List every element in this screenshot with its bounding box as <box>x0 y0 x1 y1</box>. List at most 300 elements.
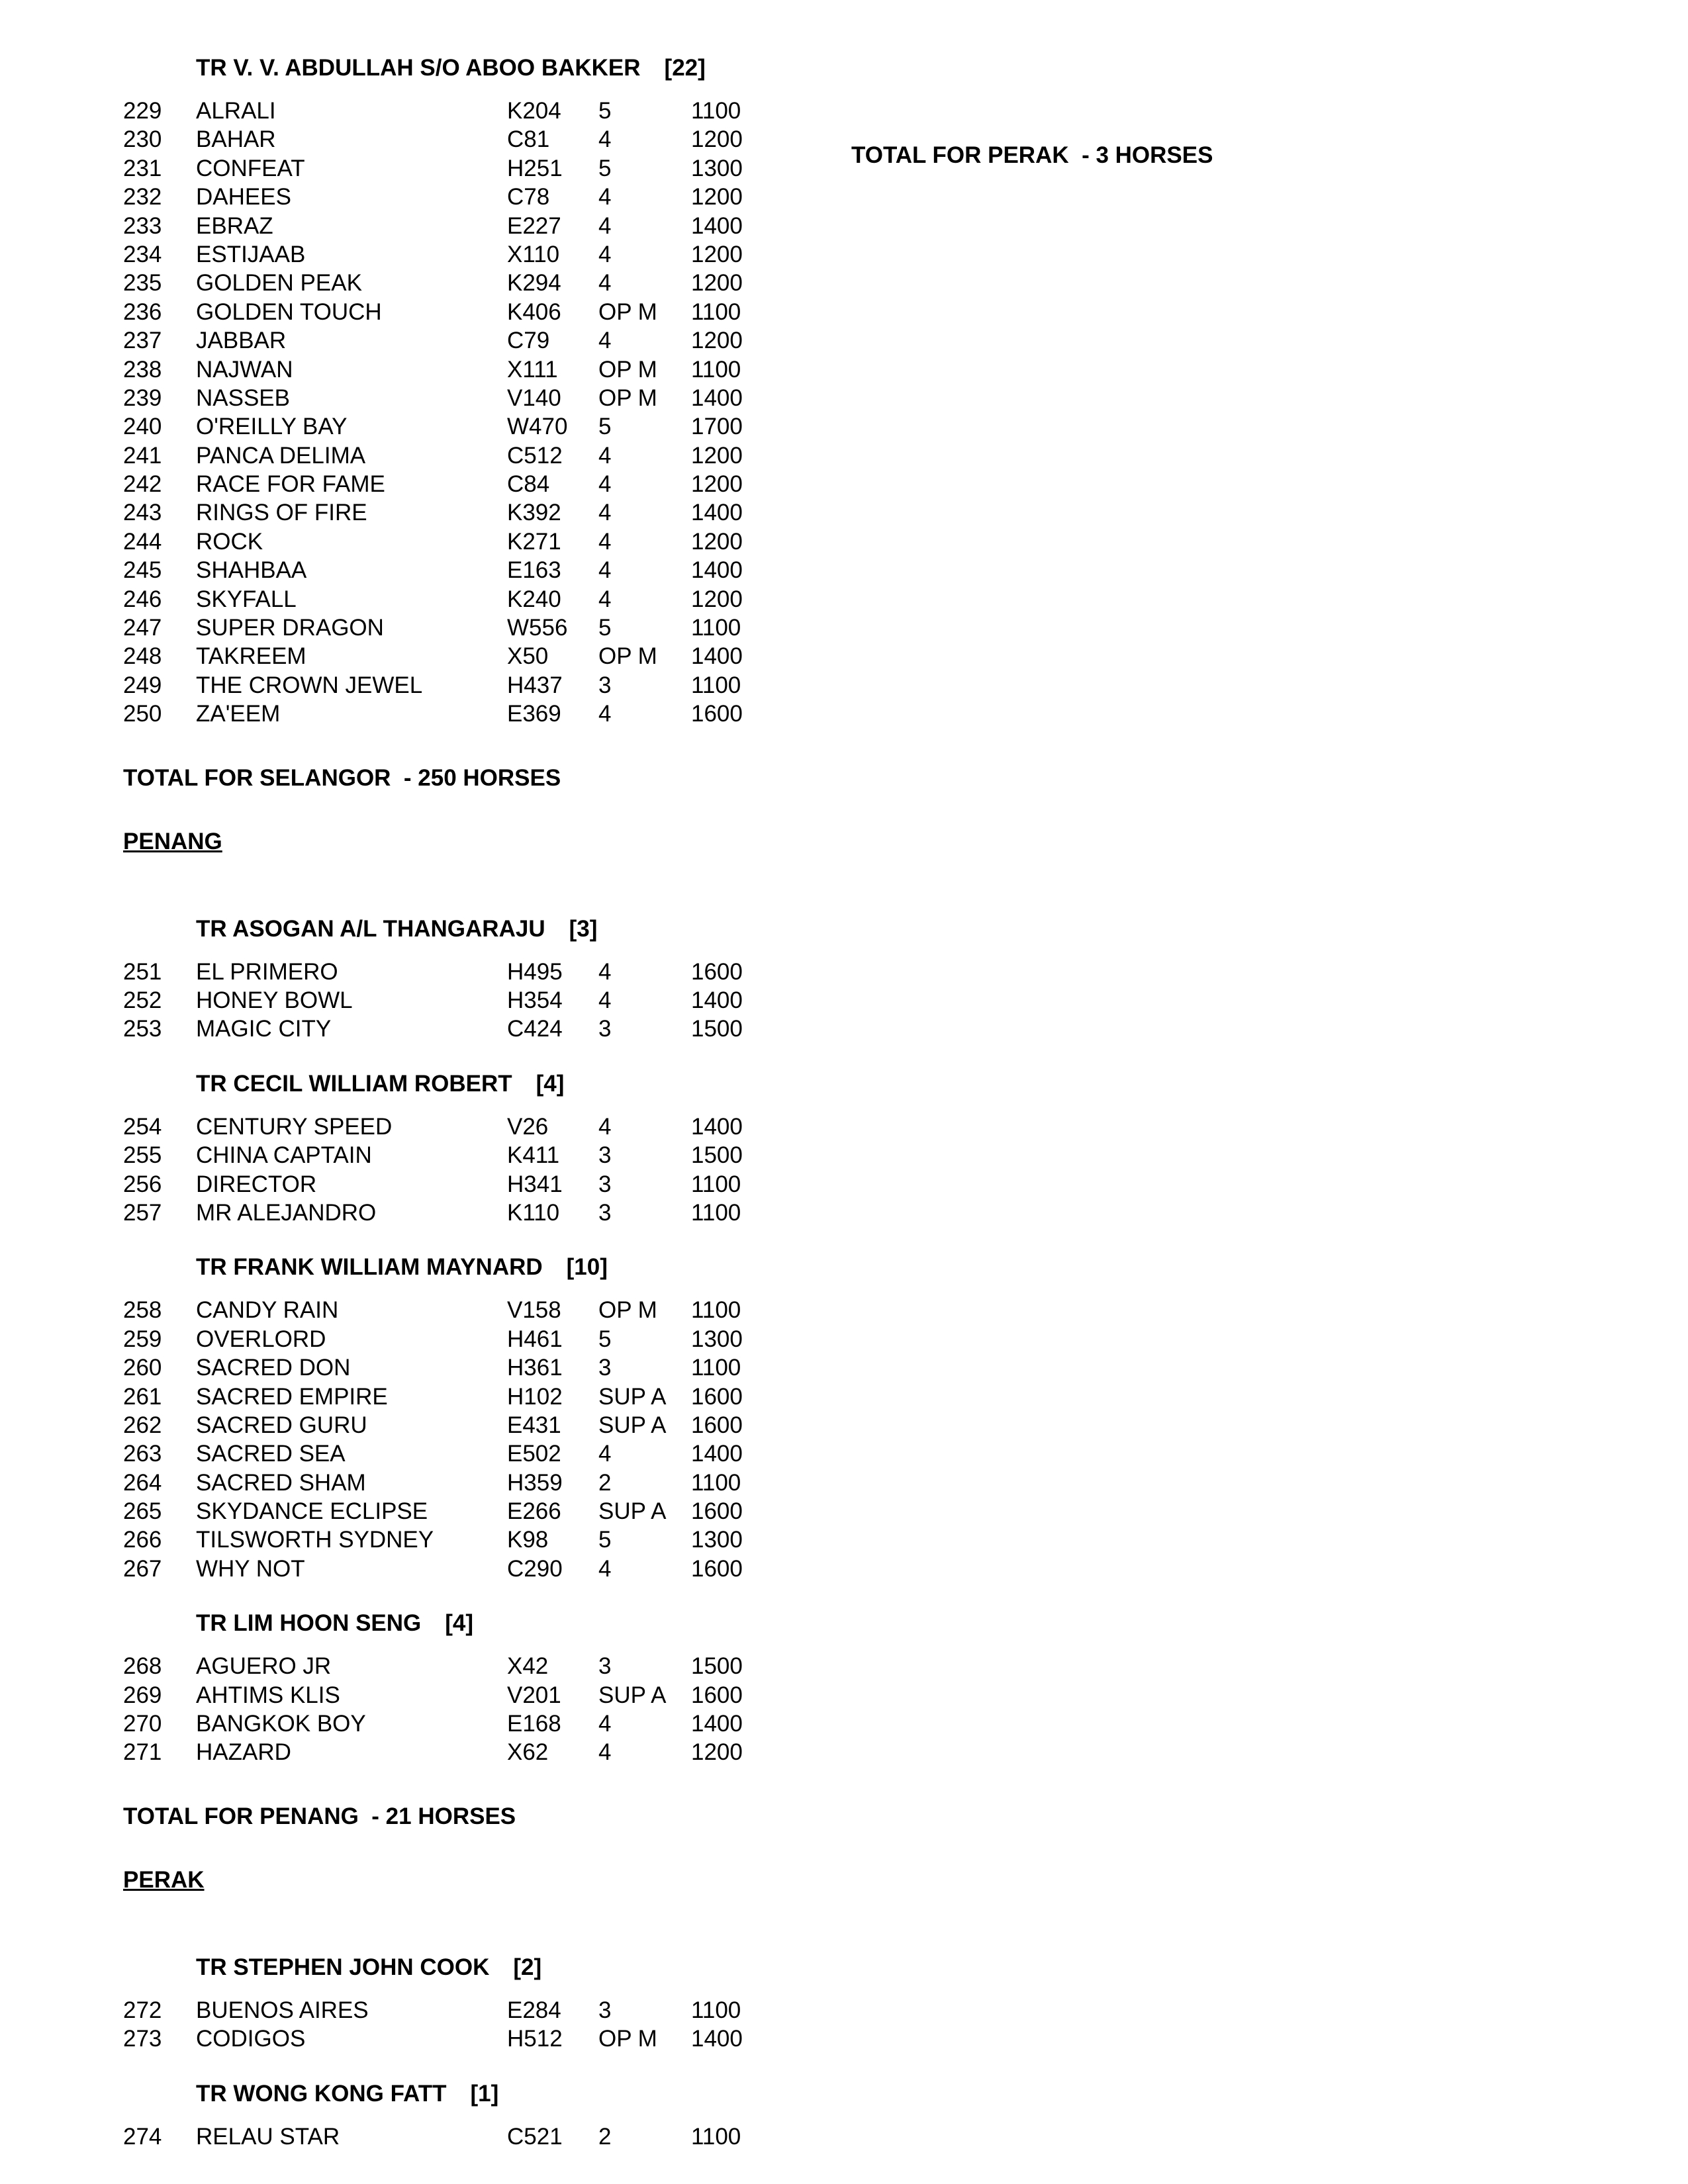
horse-name: TILSWORTH SYDNEY <box>196 1527 434 1553</box>
trainer-name: TR ASOGAN A/L THANGARAJU <box>196 915 545 942</box>
horse-distance: 1400 <box>691 987 743 1013</box>
horse-code: H359 <box>507 1469 563 1496</box>
trainer-heading <box>123 52 818 85</box>
horse-distance: 1200 <box>691 184 743 210</box>
horse-distance: 1100 <box>691 1355 741 1381</box>
horse-class: 4 <box>598 328 612 354</box>
horse-row <box>123 441 818 470</box>
horse-name: CENTURY SPEED <box>196 1113 393 1140</box>
horse-code: C79 <box>507 328 550 354</box>
horse-distance: 1100 <box>691 1297 741 1324</box>
horse-name: SKYDANCE ECLIPSE <box>196 1498 428 1525</box>
trainer-heading <box>123 1951 818 1984</box>
horse-row <box>123 1296 818 1324</box>
horse-number: 234 <box>123 241 162 267</box>
horse-name: MR ALEJANDRO <box>196 1199 377 1226</box>
horse-code: E284 <box>507 1997 561 2023</box>
horse-row <box>123 1681 818 1709</box>
horse-name: HONEY BOWL <box>196 987 353 1013</box>
horse-row <box>123 1383 818 1411</box>
horse-row <box>123 355 818 384</box>
horse-code: X110 <box>507 241 560 267</box>
horse-class: 2 <box>598 1469 612 1496</box>
horse-name: EBRAZ <box>196 212 273 239</box>
horse-class: 3 <box>598 1142 612 1169</box>
horse-code: K392 <box>507 500 561 526</box>
horse-name: GOLDEN TOUCH <box>196 298 382 325</box>
horse-class: 4 <box>598 958 612 985</box>
horse-code: C78 <box>507 184 550 210</box>
horse-distance: 1200 <box>691 241 743 267</box>
horse-class: 5 <box>598 155 612 181</box>
horse-name: SACRED DON <box>196 1355 351 1381</box>
horse-distance: 1100 <box>691 1469 741 1496</box>
horse-number: 230 <box>123 126 162 153</box>
horse-row <box>123 154 818 183</box>
horse-class: 4 <box>598 442 612 469</box>
horse-distance: 1700 <box>691 414 743 440</box>
horse-number: 249 <box>123 672 162 698</box>
horse-row <box>123 412 818 441</box>
horse-distance: 1600 <box>691 1412 743 1438</box>
horse-row <box>123 212 818 240</box>
horse-code: K411 <box>507 1142 560 1169</box>
horse-name: AGUERO JR <box>196 1653 332 1680</box>
horse-class: SUP A <box>598 1383 667 1410</box>
horse-code: H461 <box>507 1326 563 1352</box>
horse-row <box>123 585 818 614</box>
horse-distance: 1600 <box>691 1383 743 1410</box>
spacer <box>123 1227 818 1251</box>
horse-number: 250 <box>123 701 162 727</box>
horse-class: 4 <box>598 528 612 555</box>
horse-name: ZA'EEM <box>196 701 281 727</box>
horse-row <box>123 269 818 297</box>
horse-row <box>123 1525 818 1554</box>
horse-distance: 1200 <box>691 471 743 498</box>
horse-name: RACE FOR FAME <box>196 471 385 498</box>
horse-name: DAHEES <box>196 184 291 210</box>
horse-name: CANDY RAIN <box>196 1297 339 1324</box>
horse-code: X50 <box>507 643 549 670</box>
horse-number: 255 <box>123 1142 162 1169</box>
horse-code: X111 <box>507 356 558 383</box>
horse-number: 267 <box>123 1555 162 1582</box>
horse-class: 3 <box>598 1171 612 1197</box>
horse-name: HAZARD <box>196 1739 291 1766</box>
horse-name: ALRALI <box>196 98 276 124</box>
horse-number: 271 <box>123 1739 162 1766</box>
horse-row <box>123 2025 818 2053</box>
horse-code: X62 <box>507 1739 549 1766</box>
horse-row <box>123 1353 818 1382</box>
horse-distance: 1500 <box>691 1142 743 1169</box>
horse-row <box>123 183 818 211</box>
horse-name: BUENOS AIRES <box>196 1997 369 2023</box>
horse-code: C84 <box>507 471 550 498</box>
horse-name: SHAHBAA <box>196 557 307 584</box>
horse-code: H102 <box>507 1383 563 1410</box>
horse-name: AHTIMS KLIS <box>196 1682 340 1708</box>
horse-number: 264 <box>123 1469 162 1496</box>
horse-distance: 1200 <box>691 126 743 153</box>
horse-code: K406 <box>507 298 561 325</box>
horse-class: OP M <box>598 298 657 325</box>
horse-code: H361 <box>507 1355 563 1381</box>
horse-row <box>123 1652 818 1680</box>
trainer-heading <box>123 1068 818 1101</box>
horse-row <box>123 1199 818 1227</box>
horse-distance: 1600 <box>691 1498 743 1525</box>
horse-distance: 1100 <box>691 1171 741 1197</box>
horse-number: 262 <box>123 1412 162 1438</box>
horse-class: 5 <box>598 414 612 440</box>
horse-class: 5 <box>598 98 612 124</box>
horse-number: 246 <box>123 586 162 612</box>
horse-class: 4 <box>598 471 612 498</box>
horse-row <box>123 527 818 556</box>
horse-name: SKYFALL <box>196 586 297 612</box>
horse-name: RINGS OF FIRE <box>196 500 367 526</box>
horse-code: H437 <box>507 672 563 698</box>
horse-number: 248 <box>123 643 162 670</box>
horse-name: NAJWAN <box>196 356 293 383</box>
horse-name: SACRED SHAM <box>196 1469 366 1496</box>
horse-name: BANGKOK BOY <box>196 1711 366 1737</box>
horse-class: SUP A <box>598 1412 667 1438</box>
state-heading: PENANG <box>123 828 222 854</box>
horse-number: 239 <box>123 385 162 411</box>
horse-name: SACRED GURU <box>196 1412 367 1438</box>
horse-row <box>123 1325 818 1353</box>
horse-name: DIRECTOR <box>196 1171 317 1197</box>
trainer-name: TR WONG KONG FATT <box>196 2080 447 2107</box>
horse-class: 3 <box>598 1199 612 1226</box>
horse-distance: 1100 <box>691 298 741 325</box>
horse-name: SUPER DRAGON <box>196 615 384 641</box>
horse-row <box>123 1738 818 1766</box>
spacer <box>123 1927 818 1951</box>
horse-distance: 1200 <box>691 1739 743 1766</box>
horse-name: ESTIJAAB <box>196 241 306 267</box>
horse-code: H354 <box>507 987 563 1013</box>
trainer-heading <box>123 1251 818 1284</box>
spacer <box>123 1767 818 1800</box>
horse-distance: 1400 <box>691 2026 743 2052</box>
trainer-horse-count: [2] <box>513 1954 542 1980</box>
horse-distance: 1200 <box>691 528 743 555</box>
trainer-heading <box>123 2077 818 2111</box>
horse-number: 247 <box>123 615 162 641</box>
horse-code: E266 <box>507 1498 561 1525</box>
horse-row <box>123 642 818 670</box>
horse-distance: 1300 <box>691 1326 743 1352</box>
horse-row <box>123 556 818 584</box>
state-heading: PERAK <box>123 1866 205 1893</box>
perak-total: TOTAL FOR PERAK - 3 HORSES <box>851 142 1213 168</box>
horse-row <box>123 240 818 269</box>
horse-row <box>123 1469 818 1497</box>
horse-code: E168 <box>507 1711 561 1737</box>
horse-number: 229 <box>123 98 162 124</box>
horse-number: 257 <box>123 1199 162 1226</box>
horse-number: 266 <box>123 1527 162 1553</box>
spacer <box>123 889 818 913</box>
horse-number: 231 <box>123 155 162 181</box>
trainer-horse-count: [3] <box>569 915 598 942</box>
horse-distance: 1200 <box>691 270 743 296</box>
horse-class: 4 <box>598 126 612 153</box>
horse-class: 2 <box>598 2123 612 2150</box>
horse-row <box>123 498 818 527</box>
horse-class: SUP A <box>598 1682 667 1708</box>
horse-class: 5 <box>598 1326 612 1352</box>
horse-class: 4 <box>598 270 612 296</box>
horse-name: JABBAR <box>196 328 287 354</box>
horse-distance: 1600 <box>691 1555 743 1582</box>
spacer <box>123 858 818 889</box>
spacer <box>123 729 818 762</box>
horse-distance: 1400 <box>691 212 743 239</box>
horse-code: C521 <box>507 2123 563 2150</box>
horse-code: K271 <box>507 528 561 555</box>
horse-number: 245 <box>123 557 162 584</box>
horse-class: OP M <box>598 1297 657 1324</box>
horse-class: 4 <box>598 1555 612 1582</box>
horse-listing-column <box>123 52 818 2151</box>
horse-row <box>123 125 818 154</box>
horse-number: 233 <box>123 212 162 239</box>
horse-row <box>123 958 818 986</box>
horse-number: 265 <box>123 1498 162 1525</box>
horse-number: 269 <box>123 1682 162 1708</box>
horse-name: SACRED EMPIRE <box>196 1383 388 1410</box>
trainer-name: TR CECIL WILLIAM ROBERT <box>196 1070 512 1097</box>
horse-name: O'REILLY BAY <box>196 414 348 440</box>
horse-number: 256 <box>123 1171 162 1197</box>
horse-name: WHY NOT <box>196 1555 305 1582</box>
horse-class: OP M <box>598 2026 657 2052</box>
trainer-horse-count: [4] <box>536 1070 565 1097</box>
horse-distance: 1400 <box>691 557 743 584</box>
horse-distance: 1100 <box>691 1199 741 1226</box>
horse-class: OP M <box>598 385 657 411</box>
trainer-horse-count: [1] <box>470 2080 499 2107</box>
spacer <box>123 1044 818 1068</box>
spacer <box>123 2054 818 2077</box>
horse-code: V158 <box>507 1297 561 1324</box>
trainer-horse-count: [22] <box>664 55 706 81</box>
horse-class: 4 <box>598 1739 612 1766</box>
horse-class: 4 <box>598 987 612 1013</box>
state-total: TOTAL FOR PENANG - 21 HORSES <box>123 1803 516 1829</box>
horse-class: 4 <box>598 184 612 210</box>
horse-name: PANCA DELIMA <box>196 442 366 469</box>
horse-row <box>123 1996 818 2025</box>
horse-code: H512 <box>507 2026 563 2052</box>
horse-class: 3 <box>598 1016 612 1042</box>
horse-name: OVERLORD <box>196 1326 326 1352</box>
horse-number: 240 <box>123 414 162 440</box>
horse-code: H251 <box>507 155 563 181</box>
horse-row <box>123 1439 818 1468</box>
horse-number: 260 <box>123 1355 162 1381</box>
horse-row <box>123 614 818 642</box>
horse-distance: 1400 <box>691 1441 743 1467</box>
state-total: TOTAL FOR SELANGOR - 250 HORSES <box>123 764 561 791</box>
horse-name: NASSEB <box>196 385 290 411</box>
horse-number: 258 <box>123 1297 162 1324</box>
horse-code: W470 <box>507 414 568 440</box>
spacer <box>123 795 818 825</box>
horse-number: 251 <box>123 958 162 985</box>
horse-number: 232 <box>123 184 162 210</box>
horse-distance: 1400 <box>691 1113 743 1140</box>
trainer-horse-count: [10] <box>566 1254 608 1281</box>
horse-row <box>123 1709 818 1738</box>
horse-number: 242 <box>123 471 162 498</box>
spacer <box>123 1897 818 1927</box>
horse-number: 261 <box>123 1383 162 1410</box>
horse-name: RELAU STAR <box>196 2123 340 2150</box>
horse-code: C424 <box>507 1016 563 1042</box>
horse-code: V26 <box>507 1113 549 1140</box>
horse-distance: 1100 <box>691 672 741 698</box>
horse-name: ROCK <box>196 528 263 555</box>
horse-row <box>123 384 818 412</box>
horse-distance: 1100 <box>691 615 741 641</box>
horse-code: K98 <box>507 1527 549 1553</box>
horse-code: W556 <box>507 615 568 641</box>
horse-number: 238 <box>123 356 162 383</box>
horse-class: 3 <box>598 1653 612 1680</box>
trainer-heading <box>123 913 818 946</box>
horse-class: 4 <box>598 701 612 727</box>
horse-class: 5 <box>598 1527 612 1553</box>
horse-code: X42 <box>507 1653 549 1680</box>
horse-code: V201 <box>507 1682 561 1708</box>
horse-number: 253 <box>123 1016 162 1042</box>
horse-number: 254 <box>123 1113 162 1140</box>
horse-code: K110 <box>507 1199 560 1226</box>
horse-class: 4 <box>598 1441 612 1467</box>
horse-class: 4 <box>598 1711 612 1737</box>
horse-code: C512 <box>507 442 563 469</box>
horse-number: 236 <box>123 298 162 325</box>
horse-class: 5 <box>598 615 612 641</box>
horse-name: CONFEAT <box>196 155 305 181</box>
horse-number: 272 <box>123 1997 162 2023</box>
horse-number: 252 <box>123 987 162 1013</box>
horse-code: C290 <box>507 1555 563 1582</box>
horse-class: OP M <box>598 643 657 670</box>
horse-number: 259 <box>123 1326 162 1352</box>
horse-row <box>123 1015 818 1043</box>
horse-distance: 1400 <box>691 385 743 411</box>
horse-code: E227 <box>507 212 561 239</box>
horse-code: C81 <box>507 126 550 153</box>
horse-distance: 1100 <box>691 1997 741 2023</box>
horse-number: 268 <box>123 1653 162 1680</box>
horse-class: 3 <box>598 1355 612 1381</box>
horse-row <box>123 1497 818 1525</box>
horse-class: SUP A <box>598 1498 667 1525</box>
horse-class: 4 <box>598 500 612 526</box>
horse-name: EL PRIMERO <box>196 958 338 985</box>
horse-row <box>123 470 818 498</box>
trainer-name: TR V. V. ABDULLAH S/O ABOO BAKKER <box>196 55 641 81</box>
horse-distance: 1500 <box>691 1016 743 1042</box>
horse-name: GOLDEN PEAK <box>196 270 362 296</box>
horse-row <box>123 1555 818 1583</box>
horse-code: E163 <box>507 557 561 584</box>
horse-number: 237 <box>123 328 162 354</box>
horse-distance: 1400 <box>691 643 743 670</box>
horse-number: 235 <box>123 270 162 296</box>
horse-distance: 1300 <box>691 1527 743 1553</box>
horse-class: 4 <box>598 1113 612 1140</box>
horse-code: V140 <box>507 385 561 411</box>
horse-name: CODIGOS <box>196 2026 306 2052</box>
horse-class: 4 <box>598 241 612 267</box>
horse-distance: 1600 <box>691 701 743 727</box>
horse-code: K204 <box>507 98 561 124</box>
horse-code: E502 <box>507 1441 561 1467</box>
horse-distance: 1100 <box>691 98 741 124</box>
horse-row <box>123 700 818 728</box>
horse-row <box>123 97 818 125</box>
horse-distance: 1100 <box>691 356 741 383</box>
trainer-name: TR LIM HOON SENG <box>196 1610 422 1637</box>
horse-distance: 1400 <box>691 500 743 526</box>
horse-code: H341 <box>507 1171 563 1197</box>
horse-distance: 1300 <box>691 155 743 181</box>
horse-number: 273 <box>123 2026 162 2052</box>
horse-class: 4 <box>598 212 612 239</box>
horse-distance: 1100 <box>691 2123 741 2150</box>
trainer-heading <box>123 1607 818 1640</box>
horse-number: 274 <box>123 2123 162 2150</box>
horse-row <box>123 1113 818 1141</box>
horse-distance: 1200 <box>691 586 743 612</box>
horse-name: BAHAR <box>196 126 276 153</box>
horse-row <box>123 1141 818 1169</box>
horse-code: K240 <box>507 586 561 612</box>
horse-row <box>123 2122 818 2151</box>
spacer <box>123 1583 818 1607</box>
horse-row <box>123 671 818 700</box>
horse-number: 244 <box>123 528 162 555</box>
horse-row <box>123 298 818 326</box>
horse-row <box>123 1411 818 1439</box>
trainer-horse-count: [4] <box>445 1610 474 1637</box>
horse-name: TAKREEM <box>196 643 306 670</box>
horse-distance: 1600 <box>691 958 743 985</box>
horse-number: 270 <box>123 1711 162 1737</box>
trainer-name: TR FRANK WILLIAM MAYNARD <box>196 1254 543 1281</box>
horse-class: 3 <box>598 672 612 698</box>
horse-row <box>123 1170 818 1199</box>
horse-class: 4 <box>598 557 612 584</box>
horse-code: E369 <box>507 701 561 727</box>
horse-class: 3 <box>598 1997 612 2023</box>
spacer <box>123 1833 818 1864</box>
horse-number: 241 <box>123 442 162 469</box>
horse-code: K294 <box>507 270 561 296</box>
horse-distance: 1200 <box>691 442 743 469</box>
horse-class: OP M <box>598 356 657 383</box>
horse-distance: 1600 <box>691 1682 743 1708</box>
